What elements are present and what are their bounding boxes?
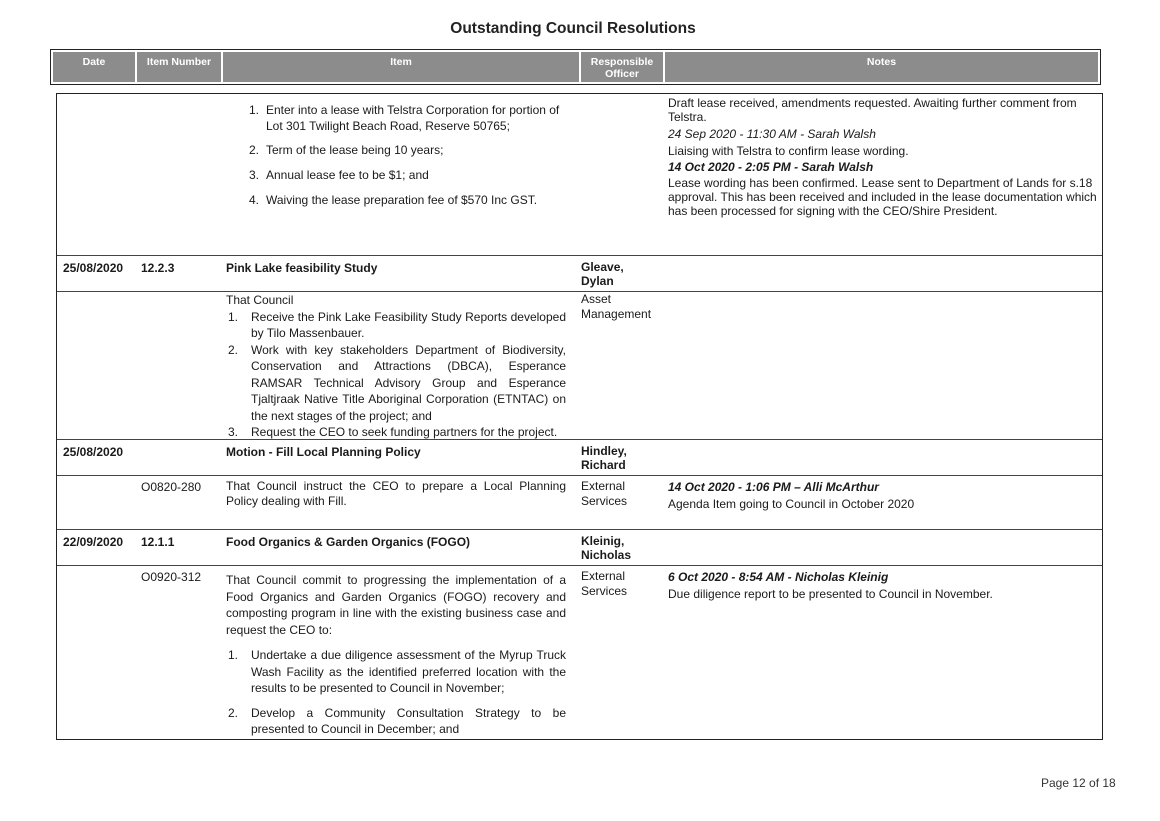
header-item: Item — [223, 52, 581, 82]
resolution-intro: That Council commit to progressing the implementation of a Food Organics and Garden Organics (FOGO) recovery and composting program in line with the existing business case and request the CEO to: — [226, 573, 566, 637]
list-text: Work with key stakeholders Department of Biodiversity, Conservation and Attractions (DBCA), Esperance RAMSAR Technical Advisory Group and Esperance Tjaltjraak Native Title Aboriginal Corporation (ETNTAC) on the next stages of the project; and — [251, 342, 566, 423]
list-number: 3. — [227, 425, 238, 439]
table-row — [57, 292, 1102, 440]
note-text: Liaising with Telstra to confirm lease wording. — [668, 144, 909, 158]
table-row — [57, 530, 1102, 566]
row-officer — [581, 260, 665, 288]
list-number: 1. — [227, 309, 238, 324]
table-row — [57, 476, 1102, 530]
table-row — [57, 566, 1102, 740]
list-text: Develop a Community Consultation Strategy to be presented to Council in December; and — [251, 705, 566, 736]
row-item-number: O0920-312 — [141, 570, 202, 584]
officer-line: Nicholas — [581, 548, 632, 562]
officer-line: Dylan — [581, 274, 614, 288]
list-text: Receive the Pink Lake Feasibility Study Reports developed by Tilo Massenbauer. — [251, 309, 566, 340]
list-text: Request the CEO to seek funding partners for the project. — [251, 425, 558, 439]
list-text: Term of the lease being 10 years; — [266, 143, 444, 157]
page-number: Page 12 of 18 — [1041, 776, 1116, 790]
officer-line: External — [581, 569, 626, 583]
note-timestamp: 14 Oct 2020 - 2:05 PM - Sarah Walsh — [668, 160, 874, 174]
row-item-title: Pink Lake feasibility Study — [226, 261, 378, 275]
officer-line: Kleinig, — [581, 534, 625, 548]
note-text: Draft lease received, amendments requested. Awaiting further comment from Telstra. — [668, 96, 1077, 124]
list-item — [226, 309, 566, 342]
list-item — [226, 342, 566, 425]
list-item — [226, 424, 566, 441]
header-officer-line2: Officer — [605, 68, 639, 80]
row-officer — [581, 479, 665, 509]
officer-line: Gleave, — [581, 260, 624, 274]
resolutions-table — [56, 93, 1103, 740]
list-number: 1. — [248, 103, 259, 117]
list-text: Enter into a lease with Telstra Corporation for portion of — [266, 103, 560, 117]
note-timestamp: 24 Sep 2020 - 11:30 AM - Sarah Walsh — [668, 127, 876, 141]
officer-line: Hindley, — [581, 444, 627, 458]
list-number: 2. — [227, 705, 238, 720]
header-item-number: Item Number — [137, 52, 223, 82]
resolution-text: That Council instruct the CEO to prepare a Local Planning Policy dealing with Fill. — [226, 479, 566, 508]
list-item — [241, 167, 581, 183]
officer-line: Services — [581, 584, 628, 598]
header-notes: Notes — [866, 56, 897, 68]
list-number: 3. — [248, 168, 259, 182]
list-number: 2. — [248, 143, 259, 157]
fill-notes — [668, 479, 1098, 513]
lease-resolution-list — [241, 102, 581, 208]
list-item — [226, 647, 566, 697]
row-date: 25/08/2020 — [63, 445, 124, 459]
list-item — [241, 142, 581, 158]
page-title: Outstanding Council Resolutions — [450, 20, 696, 37]
note-text: Lease wording has been confirmed. Lease sent to Department of Lands for s.18 approval. This has been received and included in the lease documentation which has been processed for signing with the CEO/Shire President. — [668, 176, 1097, 218]
note-timestamp: 14 Oct 2020 - 1:06 PM – Alli McArthur — [668, 480, 879, 494]
row-officer — [581, 569, 665, 599]
list-text: Annual lease fee to be $1; and — [266, 168, 429, 182]
list-item — [241, 192, 581, 208]
fogo-resolution — [226, 572, 566, 738]
row-item-number: 12.2.3 — [141, 261, 175, 275]
list-number: 1. — [227, 648, 238, 662]
list-item — [241, 102, 581, 134]
officer-line: External — [581, 479, 626, 493]
pink-lake-resolution — [226, 292, 566, 441]
note-timestamp: 6 Oct 2020 - 8:54 AM - Nicholas Kleinig — [668, 570, 889, 584]
list-item — [226, 705, 566, 738]
list-number: 4. — [248, 193, 259, 207]
resolution-intro: That Council — [226, 293, 294, 307]
lease-notes — [668, 96, 1098, 218]
row-date: 22/09/2020 — [63, 535, 124, 549]
row-item-title: Food Organics & Garden Organics (FOGO) — [226, 535, 471, 549]
fogo-notes — [668, 569, 1098, 603]
header-officer-line1: Responsible — [590, 56, 654, 68]
note-text: Due diligence report to be presented to Council in November. — [668, 587, 993, 601]
officer-line: Services — [581, 494, 628, 508]
header-responsible-officer — [581, 52, 665, 82]
row-item-number: 12.1.1 — [141, 535, 175, 549]
officer-line: Richard — [581, 458, 626, 472]
row-officer — [581, 444, 665, 472]
note-text: Agenda Item going to Council in October 2020 — [668, 497, 915, 511]
header-date: Date — [53, 52, 137, 82]
table-header — [50, 49, 1101, 85]
list-number: 2. — [227, 342, 238, 357]
list-text: Waiving the lease preparation fee of $570 Inc GST. — [266, 193, 538, 207]
table-row — [57, 256, 1102, 292]
table-row — [57, 94, 1102, 256]
row-item-title: Motion - Fill Local Planning Policy — [226, 445, 421, 459]
row-date: 25/08/2020 — [63, 261, 124, 275]
row-officer: Asset Management — [581, 292, 652, 321]
list-text: Lot 301 Twilight Beach Road, Reserve 50765; — [266, 119, 510, 133]
table-row — [57, 440, 1102, 476]
list-text: Undertake a due diligence assessment of the Myrup Truck Wash Facility as the identified preferred location with the results to be presented to Council in November; — [251, 648, 566, 695]
row-officer — [581, 534, 665, 562]
row-item-number: O0820-280 — [141, 480, 202, 494]
